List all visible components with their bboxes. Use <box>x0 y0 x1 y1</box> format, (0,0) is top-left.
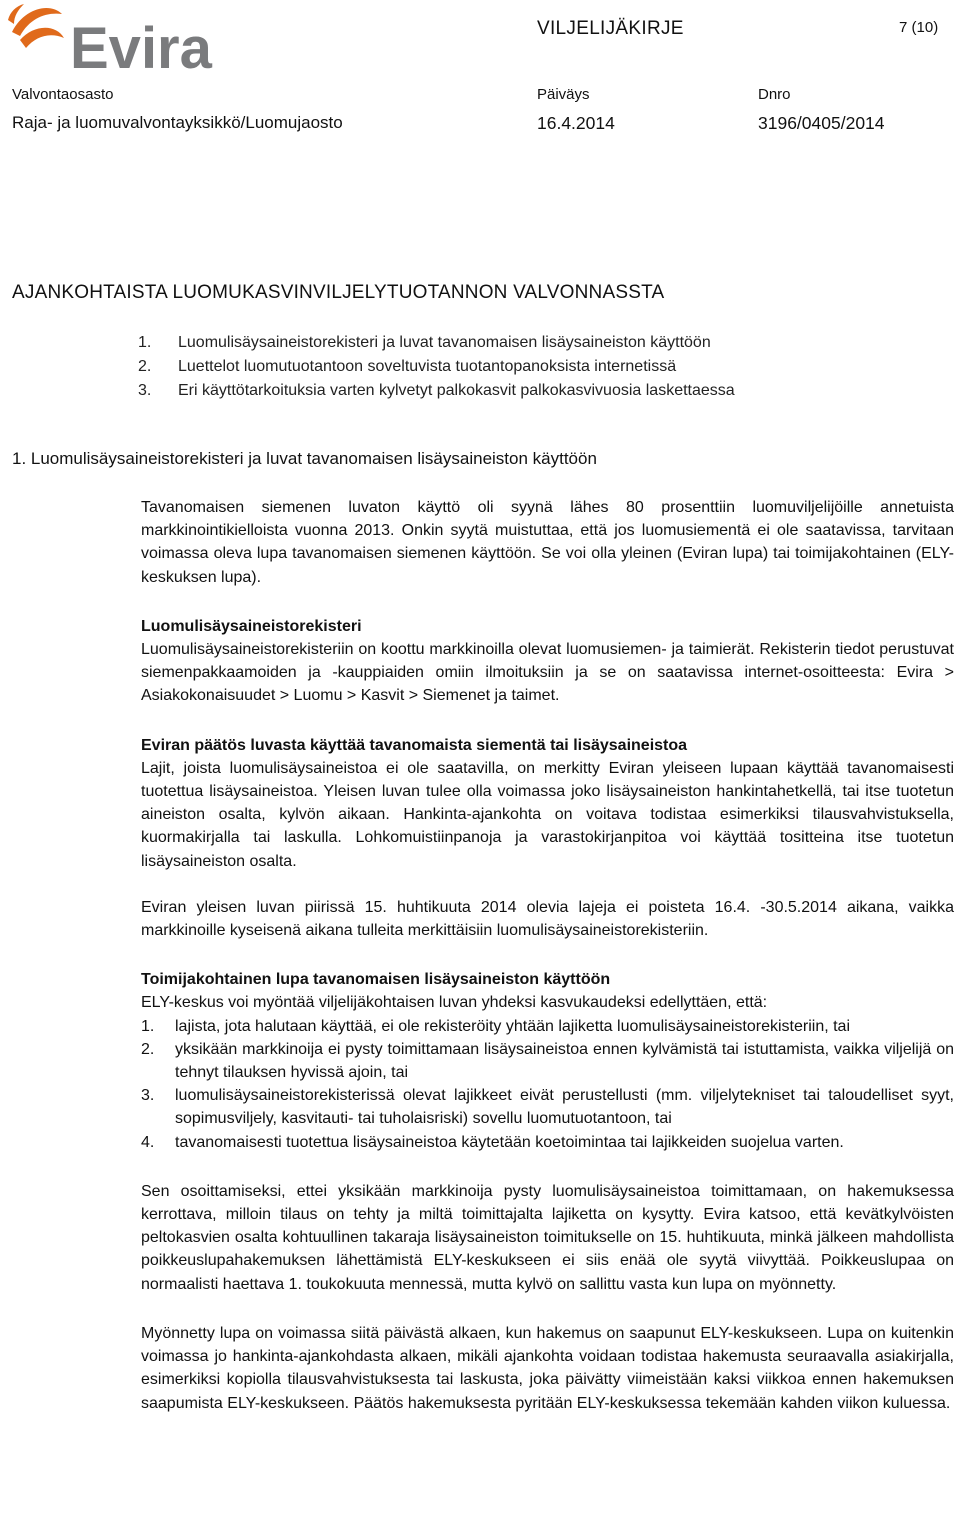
list-item-text: luomulisäysaineistorekisterissä olevat lajikkeet eivät perustellusti (mm. viljelytekniset tai taloudelliset syyt, sopimusviljely, kasvitauti- tai tuholaisriski) sovellu luomutuotantoon, tai <box>175 1087 954 1128</box>
toc-item-number: 1. <box>138 334 152 351</box>
list-item <box>141 1084 954 1130</box>
general-permit-paragraph: Eviran yleisen luvan piirissä 15. huhtikuuta 2014 olevia lajeja ei poisteta 16.4. -30.5.2014 aikana, vaikka markkinoille kyseisenä aikana tulleita merkittäisiin luomulisäysaineistorekisteriin. <box>141 898 954 940</box>
toc-item <box>138 355 735 379</box>
registry-paragraph: Luomulisäysaineistorekisteriin on koottu markkinoilla olevat luomusiemen- ja taimierät. Rekisterin tiedot perustuvat siemenpakkaamoiden ja -kauppiaiden omiin ilmoituksiin ja se on saatavissa internet-osoitteesta: Evira > Asiakokonaisuudet > Luomu > Kasvit > Siemenet ja taimet. <box>141 641 954 705</box>
toc-item-number: 3. <box>138 382 152 399</box>
section-heading: 1. Luomulisäysaineistorekisteri ja luvat tavanomaisen lisäysaineiston käyttöön <box>12 449 597 468</box>
table-of-contents <box>138 331 735 403</box>
list-item <box>141 1015 954 1038</box>
list-item-number: 3. <box>141 1087 155 1105</box>
list-item <box>141 1131 954 1154</box>
date-value: 16.4.2014 <box>537 113 615 133</box>
toc-item-text: Luomulisäysaineistorekisteri ja luvat tavanomaisen lisäysaineiston käyttöön <box>178 334 711 351</box>
logo-wordmark: Evira <box>70 16 212 78</box>
registry-heading: Luomulisäysaineistorekisteri <box>141 617 362 635</box>
page-title: AJANKOHTAISTA LUOMUKASVINVILJELYTUOTANNON VALVONNASSTA <box>12 282 665 303</box>
date-label: Päiväys <box>537 86 590 103</box>
evira-logo-graphic <box>6 2 246 78</box>
intro-paragraph: Tavanomaisen siemenen luvaton käyttö oli syynä lähes 80 prosenttiin luomuviljelijöille annetuista markkinointikielloista vuonna 2013. Onkin syytä muistuttaa, että jos luomusiementä ei ole saatavissa, tarvitaan voimassa oleva lupa tavanomaisen siemenen käyttöön. Se voi olla yleinen (Eviran lupa) tai toimijakohtainen (ELY-keskuksen lupa). <box>141 499 954 586</box>
list-item-number: 4. <box>141 1133 155 1151</box>
document-type: VILJELIJÄKIRJE <box>537 18 684 39</box>
operator-permit-intro: ELY-keskus voi myöntää viljelijäkohtaisen luvan yhdeksi kasvukaudeksi edellyttäen, että: <box>141 994 768 1012</box>
proof-paragraph: Sen osoittamiseksi, ettei yksikään markkinoija pysty luomulisäysaineistoa toimittamaan, on hakemuksessa kerrottava, milloin tilaus on tehty ja miltä toimittajalta lajiketta on kysytty. Evira katsoo, että kevätkylvöisten peltokasvien osalta kohtuullinen takaraja lisäysaineiston toimitukselle on 15. huhtikuuta, minkä jälkeen mahdollista poikkeuslupahakemuksen lähettämistä ELY-keskukseen ei siis enää ole syytä viivyttää. Poikkeuslupaa on normaalisti haettava 1. toukokuuta mennessä, mutta kylvö on sallittu vasta kun lupa on myönnetty. <box>141 1182 954 1293</box>
dnro-label: Dnro <box>758 86 791 103</box>
list-item <box>141 1038 954 1084</box>
dnro-value: 3196/0405/2014 <box>758 113 885 133</box>
list-item-text: lajista, jota halutaan käyttää, ei ole rekisteröity yhtään lajiketta luomulisäysaineistorekisteriin, tai <box>175 1017 851 1035</box>
conditions-list <box>141 1015 954 1154</box>
list-item-number: 2. <box>141 1040 155 1058</box>
toc-item-text: Eri käyttötarkoituksia varten kylvetyt palkokasvit palkokasvivuosia laskettaessa <box>178 382 735 399</box>
evira-decision-paragraph: Lajit, joista luomulisäysaineistoa ei ole saatavilla, on merkitty Eviran yleiseen lupaan käyttää tavanomaisesti tuotettua lisäysaineistoa. Yleisen luvan tulee olla voimassa joko lisäysaineiston hankintahetkellä, tai itse tuotetun aineiston osalta, kylvön aikaan. Hankinta-ajankohta on voitava todistaa esimerkiksi tilausvahvistuksella, kuormakirjalla tai laskulla. Lohkomuistiinpanoja ja varastokirjanpitoa voi käyttää tositteina itse tuotetun lisäysaineiston osalta. <box>141 759 954 870</box>
list-item-text: yksikään markkinoija ei pysty toimittamaan lisäysaineistoa ennen kylvämistä tai istuttamista, vaikka viljelijä on tehnyt tilauksen hyvissä ajoin, tai <box>175 1040 954 1082</box>
department-label: Valvontaosasto <box>12 86 114 103</box>
toc-item-text: Luettelot luomutuotantoon soveltuvista tuotantopanoksista internetissä <box>178 358 677 375</box>
evira-decision-heading: Eviran päätös luvasta käyttää tavanomaista siementä tai lisäysaineistoa <box>141 736 688 754</box>
operator-permit-heading: Toimijakohtainen lupa tavanomaisen lisäysaineiston käyttöön <box>141 971 611 989</box>
toc-item <box>138 379 735 403</box>
unit-name: Raja- ja luomuvalvontayksikkö/Luomujaosto <box>12 113 343 132</box>
toc-item-number: 2. <box>138 358 152 375</box>
toc-item <box>138 331 735 355</box>
section-body <box>141 496 954 1415</box>
page-number: 7 (10) <box>899 19 939 36</box>
list-item-text: tavanomaisesti tuotettua lisäysaineistoa käytetään koetoimintaa tai lajikkeiden suojelua varten. <box>175 1133 844 1151</box>
list-item-number: 1. <box>141 1017 155 1035</box>
evira-logo <box>6 2 246 78</box>
validity-paragraph: Myönnetty lupa on voimassa siitä päivästä alkaen, kun hakemus on saapunut ELY-keskukseen. Lupa on kuitenkin voimassa jo hankinta-ajankohdasta alkaen, mikäli ajankohta voidaan todistaa hakemusta seuraavalla asiakirjalla, esimerkiksi kopiolla tilausvahvistuksesta tai laskusta, joka päivätty viimeistään kaksi viikkoa ennen hakemuksen saapumista ELY-keskukseen. Päätös hakemuksesta pyritään ELY-keskuksessa tekemään kahden viikon kuluessa. <box>141 1324 954 1412</box>
